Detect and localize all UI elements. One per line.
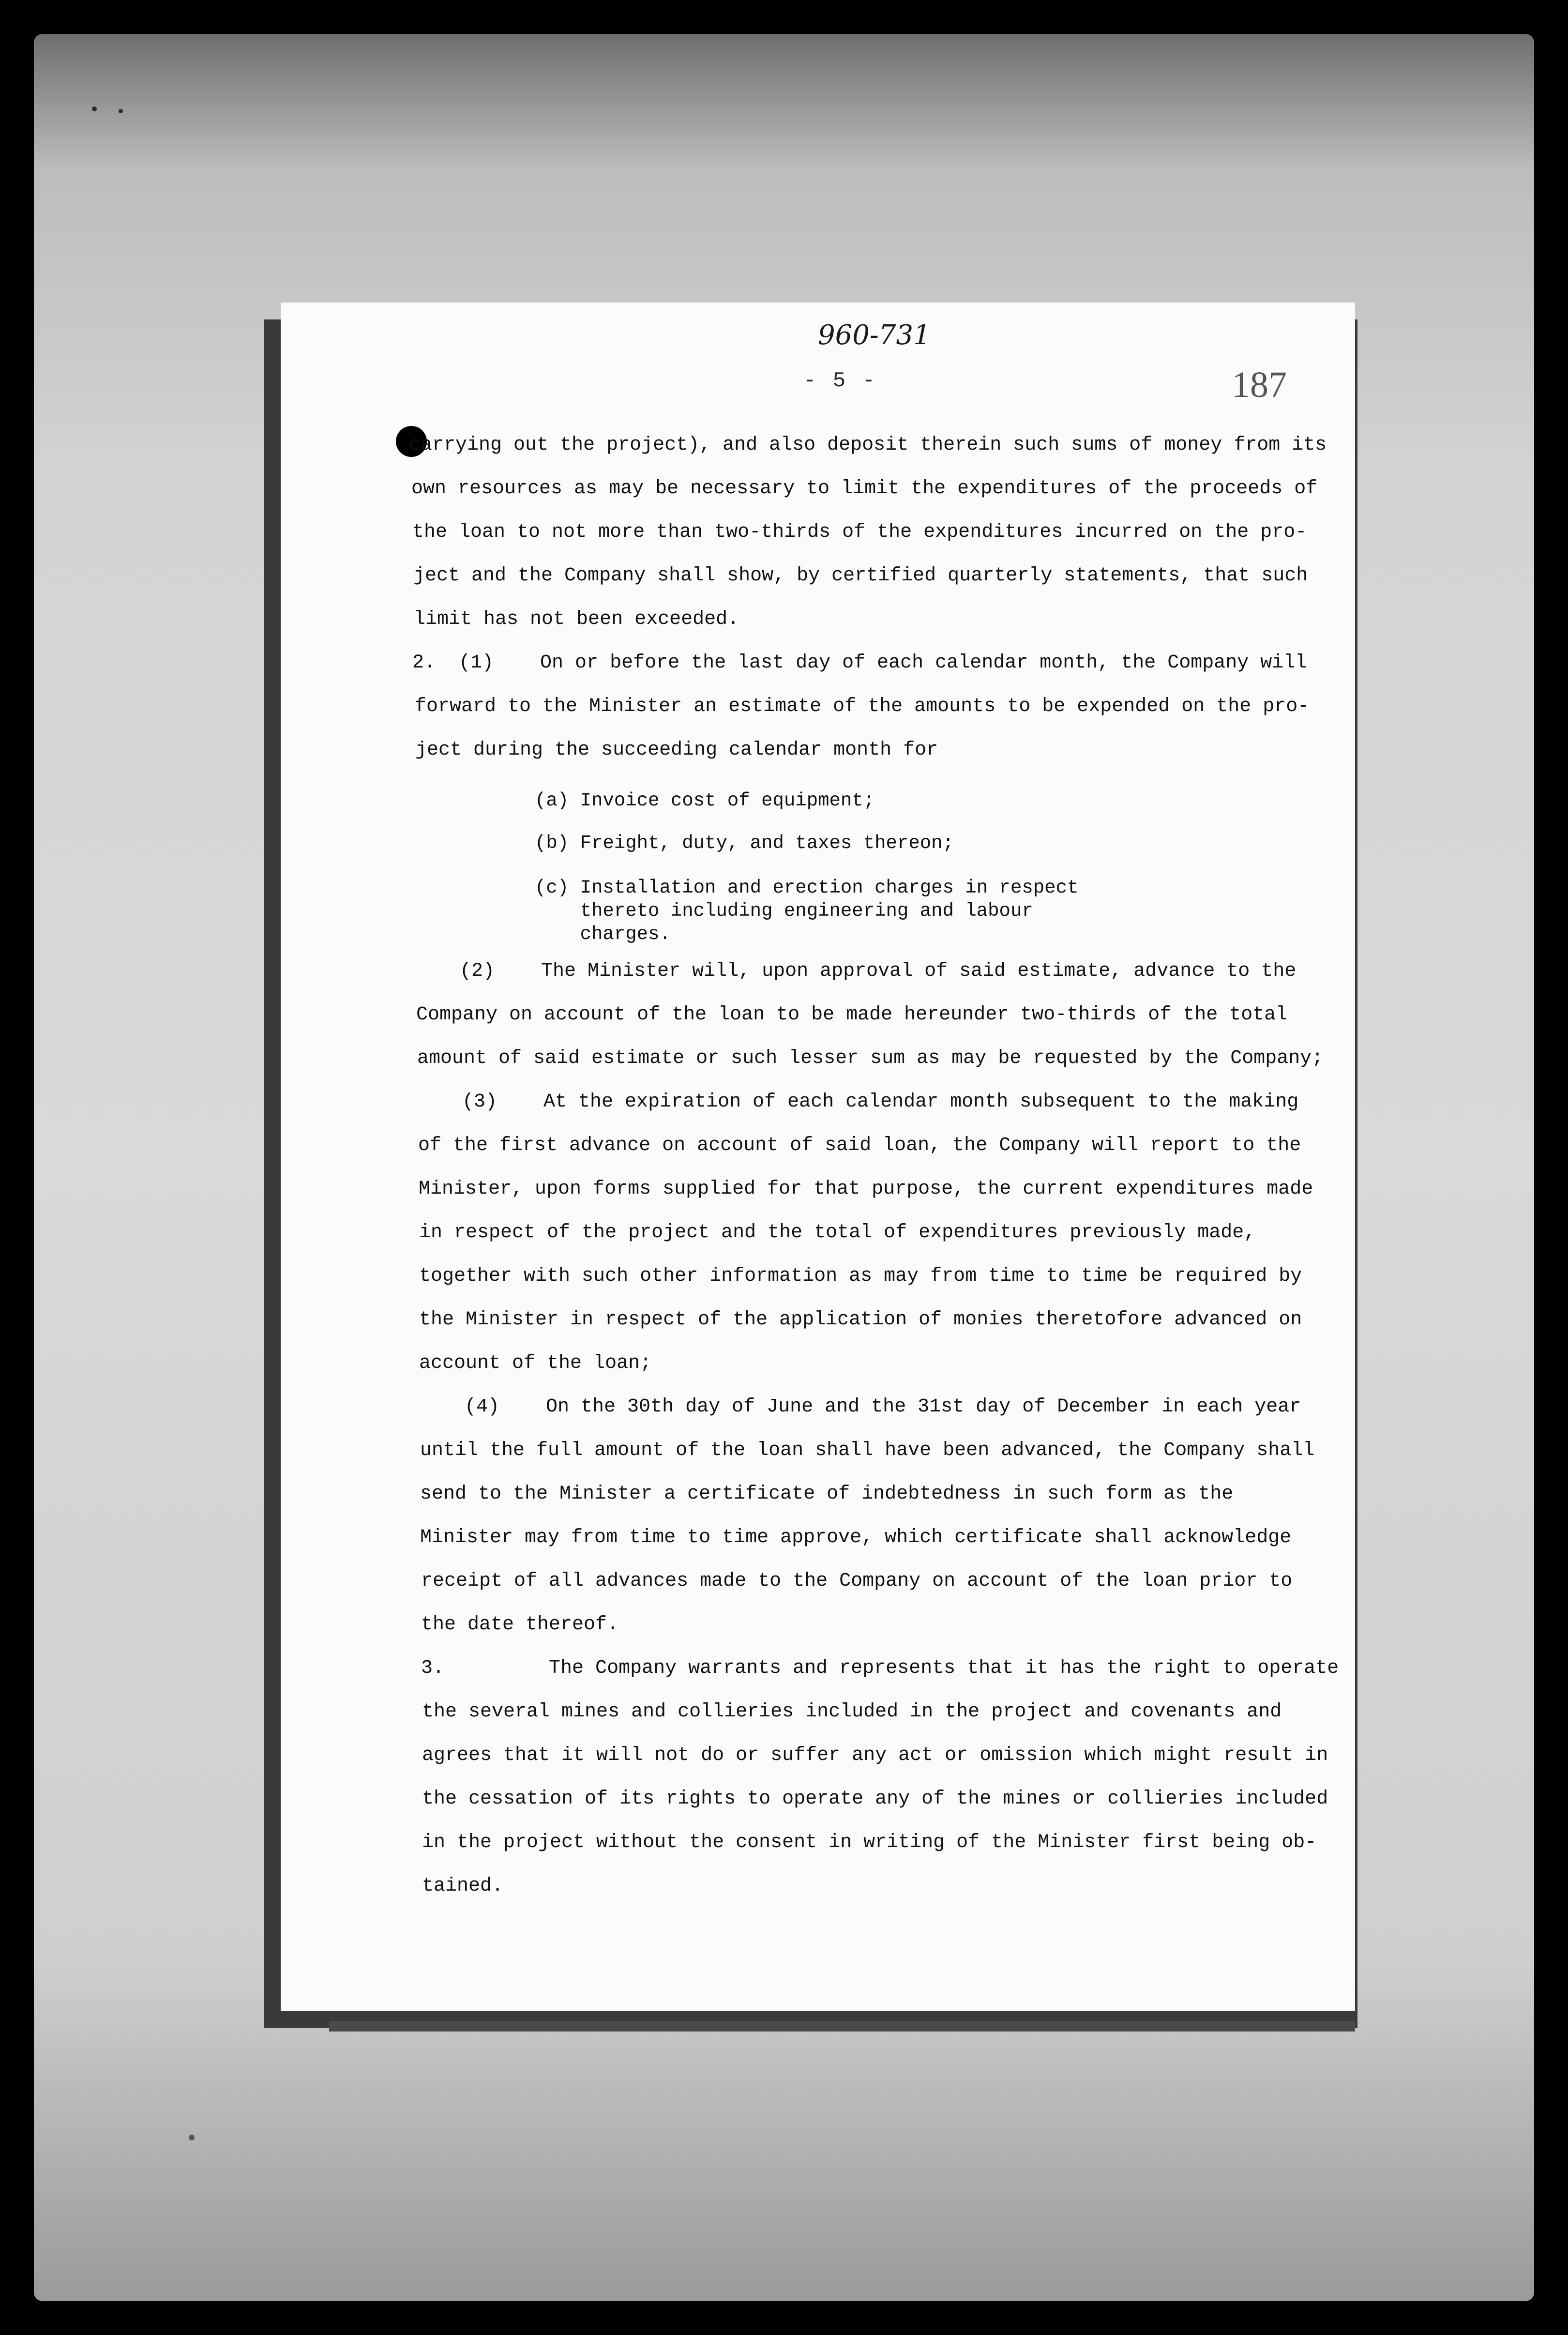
body-line: 3. The Company warrants and represents that it has the right to operate [421, 1657, 1339, 1679]
list-item-c-cont: thereto including engineering and labour [535, 900, 1033, 922]
page-number: - 5 - [803, 369, 877, 393]
body-line: the cessation of its rights to operate any of the mines or collieries included [422, 1788, 1328, 1810]
body-line: the several mines and collieries included in the project and covenants and [422, 1701, 1282, 1723]
body-line: send to the Minister a certificate of indebtedness in such form as the [420, 1483, 1234, 1505]
body-line: ject during the succeeding calendar month for [415, 739, 938, 761]
body-line: agrees that it will not do or suffer any act or omission which might result in [422, 1744, 1328, 1766]
handwritten-document-number: 960-731 [818, 319, 931, 351]
list-item-c-cont: charges. [535, 924, 671, 945]
body-line: the Minister in respect of the application of monies theretofore advanced on [419, 1309, 1302, 1331]
body-line: (4) On the 30th day of June and the 31st day of December in each year [465, 1396, 1301, 1418]
dust-speck [119, 109, 123, 113]
body-line: in the project without the consent in writing of the Minister first being ob- [422, 1832, 1317, 1853]
body-line: limit has not been exceeded. [414, 608, 739, 630]
list-item-b: (b) Freight, duty, and taxes thereon; [535, 833, 954, 854]
body-line: Minister may from time to time approve, which certificate shall acknowledge [420, 1527, 1292, 1548]
body-line: tained. [422, 1875, 504, 1897]
body-line: the date thereof. [421, 1614, 619, 1636]
body-line: (3) At the expiration of each calendar month subsequent to the making [462, 1091, 1299, 1113]
body-line: 2. (1) On or before the last day of each calendar month, the Company will [412, 652, 1307, 674]
body-line: carrying out the project), and also deposit therein such sums of money from its [409, 434, 1327, 456]
body-line: account of the loan; [419, 1352, 652, 1374]
body-line: ject and the Company shall show, by certified quarterly statements, that such [413, 565, 1308, 587]
list-item-c: (c) Installation and erection charges in respect [535, 877, 1079, 898]
body-line: own resources as may be necessary to limit the expenditures of the proceeds of [411, 478, 1318, 500]
dust-speck [189, 2135, 195, 2140]
body-line: in respect of the project and the total of expenditures previously made, [419, 1222, 1256, 1243]
body-line: forward to the Minister an estimate of the amounts to be expended on the pro- [415, 696, 1310, 717]
page-edge-shadow [329, 2021, 1355, 2032]
body-line: the loan to not more than two-thirds of the expenditures incurred on the pro- [412, 521, 1307, 543]
body-line: together with such other information as may from time to time be required by [419, 1265, 1302, 1287]
body-line: amount of said estimate or such lesser sum as may be requested by the Company; [417, 1047, 1324, 1069]
dust-speck [92, 106, 97, 111]
body-line: Minister, upon forms supplied for that purpose, the current expenditures made [419, 1178, 1313, 1200]
body-line: Company on account of the loan to be made hereunder two-thirds of the total [416, 1004, 1288, 1026]
stamped-folio-number: 187 [1232, 364, 1287, 405]
body-line: until the full amount of the loan shall have been advanced, the Company shall [420, 1440, 1315, 1461]
body-line: receipt of all advances made to the Company on account of the loan prior to [421, 1570, 1293, 1592]
list-item-a: (a) Invoice cost of equipment; [535, 790, 875, 811]
body-line: (2) The Minister will, upon approval of said estimate, advance to the [460, 960, 1297, 982]
body-line: of the first advance on account of said loan, the Company will report to the [418, 1135, 1301, 1156]
